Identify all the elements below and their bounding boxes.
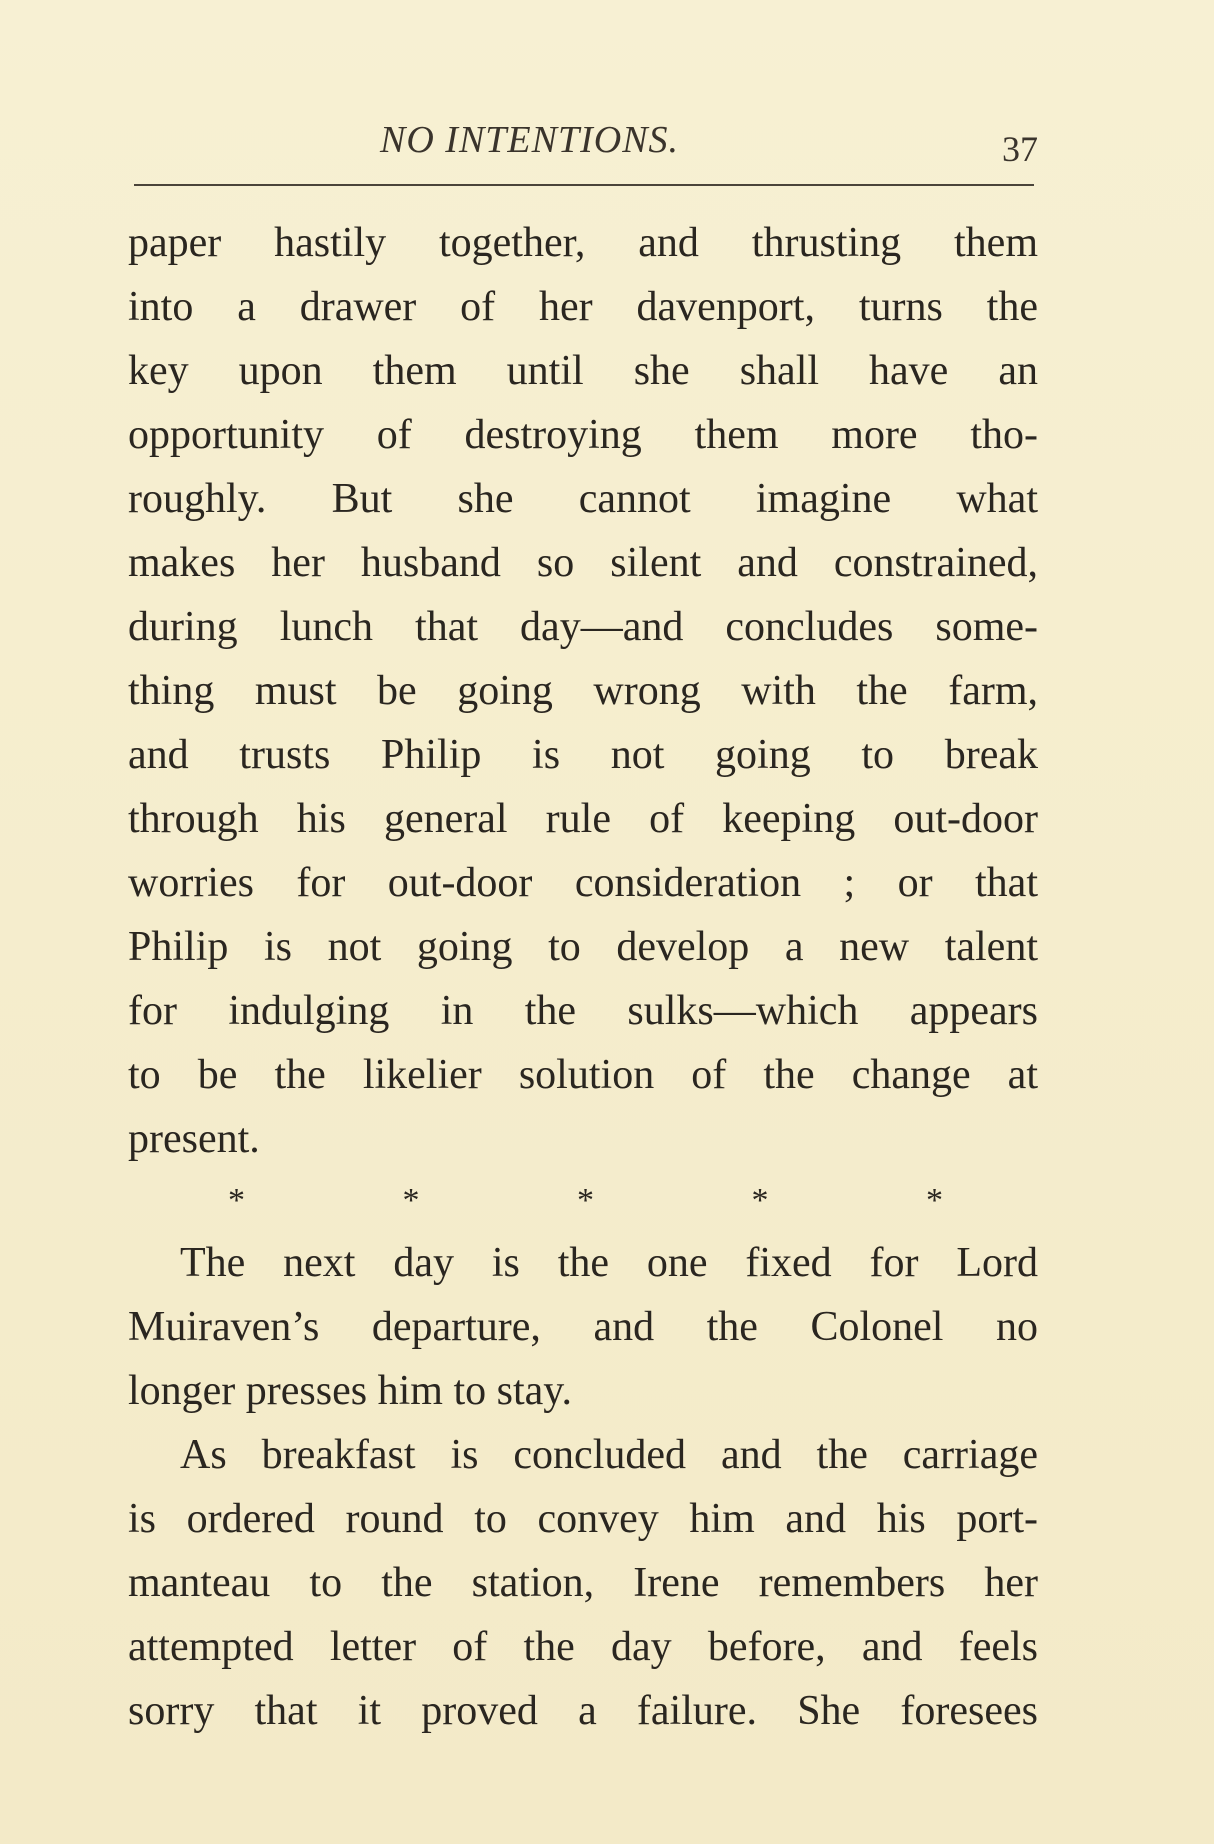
text-line: longer presses him to stay. [128,1368,573,1414]
text-line: manteau to the station, Irene remembers her [128,1560,1038,1606]
text-line: roughly. But she cannot imagine what [128,476,1038,522]
text-line: makes her husband so silent and constrained, [128,540,1038,586]
text-line: present. [128,1116,260,1162]
text-line: As breakfast is concluded and the carriage [180,1432,1038,1478]
text-line: opportunity of destroying them more tho- [128,412,1038,458]
text-line: Philip is not going to develop a new talent [128,924,1038,970]
text-line: Muiraven’s departure, and the Colonel no [128,1304,1038,1350]
text-line: sorry that it proved a failure. She foresees [128,1688,1038,1734]
asterisk-ornament: * [402,1182,420,1219]
text-line: for indulging in the sulks—which appears [128,988,1038,1034]
paragraph [128,1423,1038,1743]
running-head [0,112,1214,172]
text-line: worries for out-door consideration ; or that [128,860,1038,906]
asterisk-ornament: * [926,1182,943,1219]
text-line: during lunch that day—and concludes some- [128,604,1038,650]
text-line: attempted letter of the day before, and feels [128,1624,1038,1670]
text-line: through his general rule of keeping out-door [128,796,1038,842]
text-line: paper hastily together, and thrusting them [128,220,1038,266]
body-text [128,211,1038,1743]
header-rule [134,184,1034,186]
text-line: to be the likelier solution of the change at [128,1052,1038,1098]
text-line: into a drawer of her davenport, turns the [128,284,1038,330]
asterisk-ornament: * [751,1182,769,1219]
text-line: thing must be going wrong with the farm, [128,668,1038,714]
text-line: The next day is the one fixed for Lord [180,1240,1038,1286]
running-title: NO INTENTIONS. [380,119,680,161]
text-line: key upon them until she shall have an [128,348,1038,394]
asterisk-ornament: * [577,1182,594,1219]
paragraph [128,1231,1038,1423]
text-line: and trusts Philip is not going to break [128,732,1038,778]
asterisk-ornament: * [228,1182,245,1219]
paragraph [128,211,1038,1171]
page-number: 37 [1002,129,1038,169]
section-break [128,1171,1038,1231]
text-line: is ordered round to convey him and his port- [128,1496,1038,1542]
